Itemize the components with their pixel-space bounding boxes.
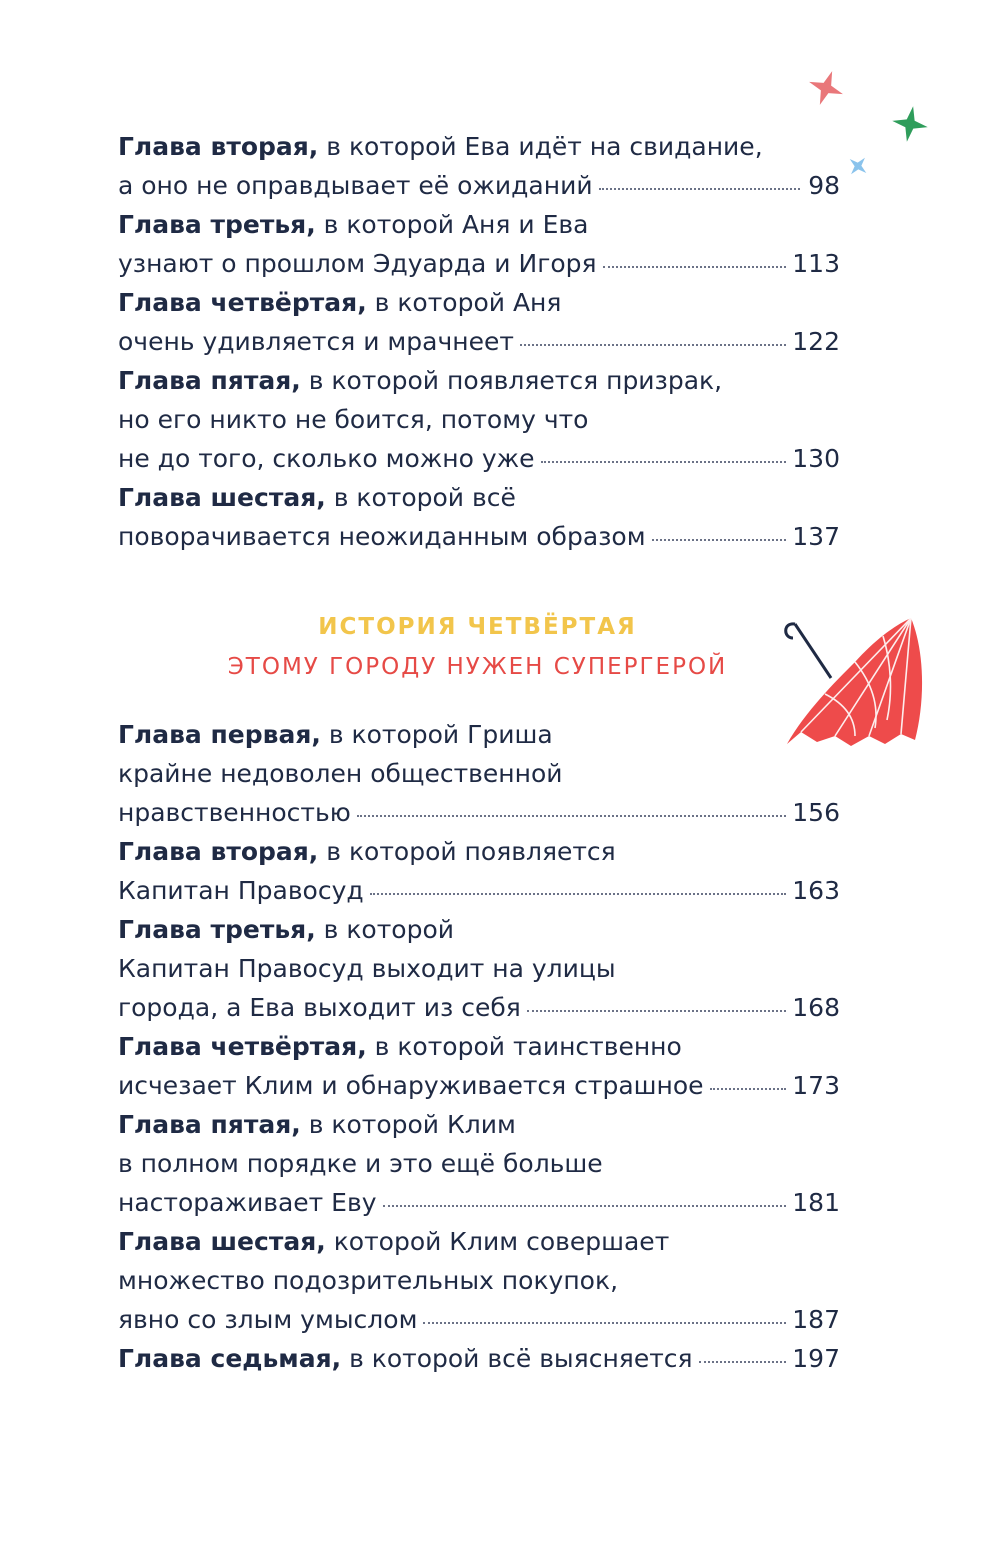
toc-line (118, 400, 840, 439)
chapter-title: Глава шестая, (118, 483, 326, 512)
chapter-title: Глава шестая, (118, 1227, 326, 1256)
chapter-title: Глава четвёртая, (118, 1032, 367, 1061)
toc-line (118, 1222, 840, 1261)
toc-line (118, 1261, 840, 1300)
toc-line-text (118, 405, 588, 434)
chapter-description: в полном порядке и это ещё больше (118, 1149, 603, 1178)
toc-line-text (118, 517, 646, 556)
dot-leader (370, 893, 787, 895)
chapter-description: в которой (315, 915, 454, 944)
toc-line-text (118, 1066, 704, 1105)
toc-line-text (118, 915, 454, 944)
toc-line (118, 478, 840, 517)
page-number: 163 (792, 876, 840, 905)
chapter-description: очень удивляется и мрачнеет (118, 327, 514, 356)
toc-line-text (118, 322, 514, 361)
toc-line (118, 1339, 840, 1378)
toc-line-text (118, 988, 521, 1027)
dot-leader (699, 1361, 787, 1363)
page-number: 137 (792, 522, 840, 551)
page-number: 156 (792, 798, 840, 827)
page-number: 187 (792, 1305, 840, 1334)
chapter-description: в которой всё выясняется (341, 1344, 693, 1373)
chapter-description: в которой Аня (366, 288, 562, 317)
chapter-description: Капитан Правосуд (118, 876, 364, 905)
page-number: 181 (792, 1188, 840, 1217)
star-blue-icon (846, 154, 870, 178)
chapter-description: которой Клим совершает (325, 1227, 670, 1256)
page-number: 130 (792, 444, 840, 473)
dot-leader (652, 539, 787, 541)
toc-line-text (118, 439, 535, 478)
toc-line (118, 439, 840, 478)
toc-line-text (118, 288, 561, 317)
dot-leader (599, 188, 800, 190)
toc-line-text (118, 1032, 682, 1061)
chapter-description: в которой Клим (300, 1110, 516, 1139)
toc-line-text (118, 793, 351, 832)
toc-line (118, 871, 840, 910)
toc-line-text (118, 759, 563, 788)
toc-line-text (118, 1110, 516, 1139)
page-number: 122 (792, 327, 840, 356)
toc-line-text (118, 954, 616, 983)
chapter-title: Глава третья, (118, 915, 316, 944)
star-pink-icon (806, 68, 846, 108)
chapter-title: Глава вторая, (118, 837, 319, 866)
chapter-description: в которой таинственно (366, 1032, 682, 1061)
toc-line (118, 1183, 840, 1222)
toc-line-text (118, 1149, 603, 1178)
chapter-description: исчезает Клим и обнаруживается страшное (118, 1071, 704, 1100)
toc-line (118, 1105, 840, 1144)
toc-line-text (118, 871, 364, 910)
dot-leader (541, 461, 787, 463)
chapter-description: города, а Ева выходит из себя (118, 993, 521, 1022)
chapter-description: в которой Аня и Ева (315, 210, 589, 239)
toc-line-text (118, 1300, 417, 1339)
dot-leader (603, 266, 787, 268)
chapter-description: множество подозрительных покупок, (118, 1266, 619, 1295)
toc-line (118, 166, 840, 205)
toc-line (118, 283, 840, 322)
chapter-description: Капитан Правосуд выходит на улицы (118, 954, 616, 983)
toc-line-text (118, 1183, 377, 1222)
toc-line-text (118, 1227, 669, 1256)
page-number: 168 (792, 993, 840, 1022)
toc-line-text (118, 366, 722, 395)
chapter-description: настораживает Еву (118, 1188, 377, 1217)
toc-line (118, 205, 840, 244)
toc-line-text (118, 1339, 693, 1378)
page-number: 113 (792, 249, 840, 278)
chapter-description: в которой Гриша (320, 720, 553, 749)
chapter-description: явно со злым умыслом (118, 1305, 418, 1334)
toc-line (118, 127, 840, 166)
story-title: ЭТОМУ ГОРОДУ НУЖЕН СУПЕРГЕРОЙ (227, 654, 728, 680)
toc-line (118, 910, 840, 949)
toc-line-text (118, 1266, 618, 1295)
chapter-description: поворачивается неожиданным образом (118, 522, 646, 551)
page-number: 173 (792, 1071, 840, 1100)
toc-line (118, 832, 840, 871)
chapter-description: не до того, сколько можно уже (118, 444, 535, 473)
chapter-description: в которой всё (325, 483, 516, 512)
story-label: ИСТОРИЯ ЧЕТВЁРТАЯ (318, 614, 637, 640)
star-green-icon (890, 104, 930, 144)
chapter-description: узнают о прошлом Эдуарда и Игоря (118, 249, 597, 278)
toc-line (118, 949, 840, 988)
chapter-title: Глава вторая, (118, 132, 319, 161)
toc-line (118, 1027, 840, 1066)
chapter-title: Глава третья, (118, 210, 316, 239)
toc-line (118, 517, 840, 556)
dot-leader (383, 1205, 787, 1207)
toc-line (118, 754, 840, 793)
chapter-description: нравственностью (118, 798, 351, 827)
toc-line (118, 988, 840, 1027)
dot-leader (357, 815, 787, 817)
chapter-description: в которой появляется (318, 837, 616, 866)
chapter-title: Глава первая, (118, 720, 321, 749)
toc-line (118, 1300, 840, 1339)
chapter-title: Глава пятая, (118, 1110, 301, 1139)
toc-line-text (118, 210, 588, 239)
chapter-description: в которой Ева идёт на свидание, (318, 132, 763, 161)
toc-line (118, 322, 840, 361)
toc-line (118, 793, 840, 832)
chapter-title: Глава четвёртая, (118, 288, 367, 317)
dot-leader (527, 1010, 786, 1012)
toc-line-text (118, 166, 593, 205)
page-number: 98 (808, 171, 840, 200)
toc-line-text (118, 483, 516, 512)
toc-line (118, 1066, 840, 1105)
toc-line-text (118, 132, 763, 161)
chapter-description: в которой появляется призрак, (300, 366, 723, 395)
toc-line (118, 244, 840, 283)
chapter-description: но его никто не боится, потому что (118, 405, 589, 434)
page-number: 197 (792, 1344, 840, 1373)
toc-line (118, 361, 840, 400)
toc-line-text (118, 837, 616, 866)
toc-line-text (118, 244, 597, 283)
chapter-title: Глава седьмая, (118, 1344, 342, 1373)
dot-leader (423, 1322, 786, 1324)
toc-line-text (118, 720, 553, 749)
dot-leader (520, 344, 786, 346)
chapter-description: крайне недоволен общественной (118, 759, 563, 788)
dot-leader (710, 1088, 787, 1090)
toc-line (118, 715, 840, 754)
chapter-description: а оно не оправдывает её ожиданий (118, 171, 593, 200)
chapter-title: Глава пятая, (118, 366, 301, 395)
toc-line (118, 1144, 840, 1183)
